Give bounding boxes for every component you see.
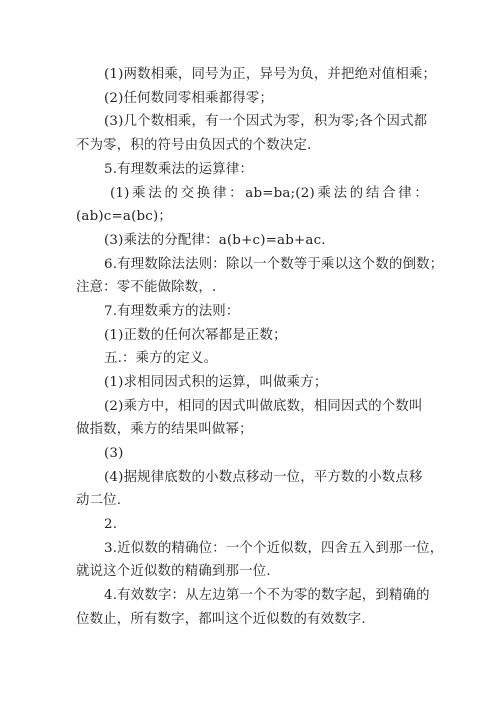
section-heading: 3.近似数的精确位：一个个近似数，四舍五入到那一位， xyxy=(104,541,444,556)
text-line: (1)两数相乘，同号为正，异号为负，并把绝对值相乘； xyxy=(104,67,437,82)
text-line: 动二位. xyxy=(76,493,122,508)
text-line: 位数止，所有数字，都叫这个近似数的有效数字. xyxy=(76,612,366,627)
text-line: 做指数，乘方的结果叫做幂； xyxy=(76,422,253,437)
text-line: (2)乘方中，相同的因式叫做底数，相同因式的个数叫 xyxy=(104,399,423,414)
section-heading: 2. xyxy=(104,517,118,532)
text-line: (1)求相同因式积的运算，叫做乘方； xyxy=(104,375,328,390)
text-line: 不为零，积的符号由负因式的个数决定. xyxy=(76,138,312,153)
text-line: 注意：零不能做除数，. xyxy=(76,280,217,295)
text-line: (2)任何数同零相乘都得零； xyxy=(104,91,274,106)
section-heading: 6.有理数除法法则：除以一个数等于乘以这个数的倒数； xyxy=(104,257,444,272)
text-line: (1)乘法的交换律：ab=ba;(2)乘法的结合律： xyxy=(110,186,428,201)
section-heading: 4.有效数字：从左边第一个不为零的数字起，到精确的 xyxy=(104,588,430,603)
section-heading: 7.有理数乘方的法则： xyxy=(104,304,240,319)
section-heading: 五.：乘方的定义。 xyxy=(104,351,218,366)
text-line: (3) xyxy=(104,446,124,461)
text-line: (ab)c=a(bc)； xyxy=(76,209,173,224)
text-line: 就说这个近似数的精确到那一位. xyxy=(76,564,271,579)
text-line: (1)正数的任何次幂都是正数； xyxy=(104,328,287,343)
text-line: (3)乘法的分配律：a(b+c)=ab+ac. xyxy=(104,233,326,248)
section-heading: 5.有理数乘法的运算律： xyxy=(104,162,254,177)
text-line: (4)据规律底数的小数点移动一位，平方数的小数点移 xyxy=(104,470,423,485)
text-line: (3)几个数相乘，有一个因式为零，积为零;各个因式都 xyxy=(104,114,428,129)
